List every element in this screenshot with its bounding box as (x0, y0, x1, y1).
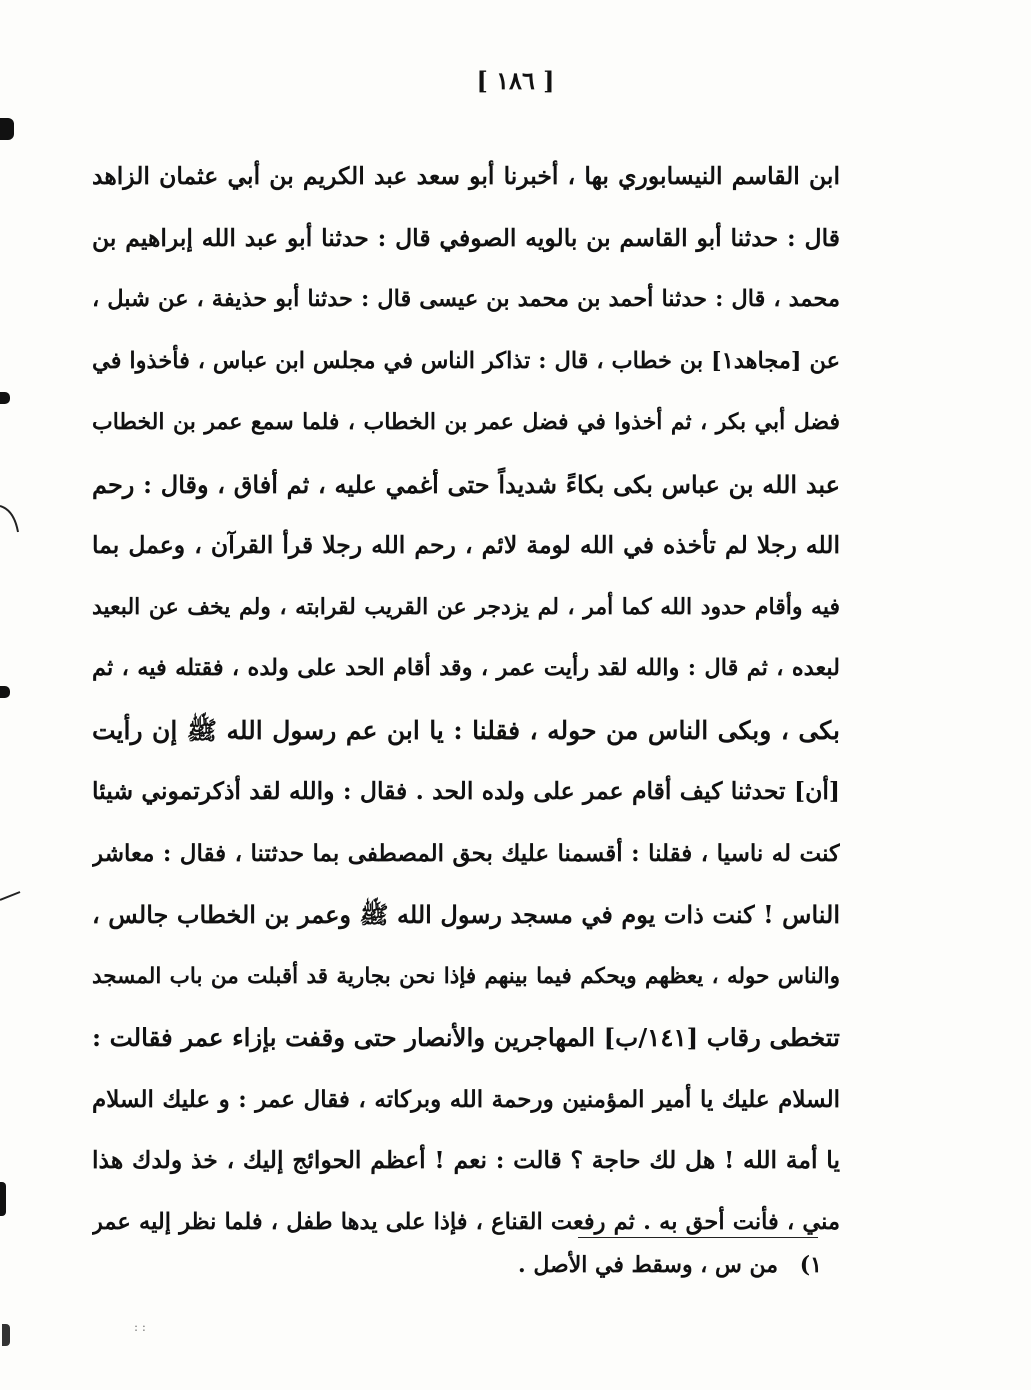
footnote (500, 1252, 822, 1278)
text-line: كنت له ناسيا ، فقلنا : أقسمنا عليك بحق المصطفى بما حدثتنا ، فقال : معاشر (92, 839, 840, 867)
text-line: لبعده ، ثم قال : والله لقد رأيت عمر ، وقد أقام الحد على ولده ، فقتله فيه ، ثم (92, 655, 840, 681)
text-line: الله رجلا لم تأخذه في الله لومة لائم ، رحم الله رجلا قرأ القرآن ، وعمل بما (92, 531, 840, 559)
text-line: والناس حوله ، يعظهم ويحكم فيما بينهم فإذا نحن بجارية قد أقبلت من باب المسجد (92, 963, 840, 989)
text-line: بكى ، وبكى الناس من حوله ، فقلنا : يا ابن عم رسول الله ﷺ إن رأيت (92, 715, 840, 745)
footnote-marker: ١) (799, 1252, 822, 1278)
text-line: فضل أبي بكر ، ثم أخذوا في فضل عمر بن الخطاب ، فلما سمع عمر بن الخطاب (92, 409, 840, 435)
page-number: [ ١٨٦ ] (476, 66, 555, 95)
text-line: الناس ! كنت ذات يوم في مسجد رسول الله ﷺ وعمر بن الخطاب جالس ، (92, 900, 840, 929)
text-line: قال : حدثنا أبو القاسم بن بالويه الصوفي قال : حدثنا أبو عبد الله إبراهيم بن (92, 223, 840, 252)
text-line: [أن] تحدثنا كيف أقام عمر على ولده الحد . فقال : والله لقد أذكرتموني شيئا (92, 777, 840, 805)
text-line: ابن القاسم النيسابوري بها ، أخبرنا أبو سعد عبد الكريم بن أبي عثمان الزاهد (92, 162, 840, 190)
body-text (92, 146, 840, 1253)
text-line: محمد ، قال : حدثنا أحمد بن محمد بن عيسى قال : حدثنا أبو حذيفة ، عن شبل ، (92, 286, 840, 312)
scan-speck: : : (134, 1320, 146, 1334)
text-line: عن [مجاهد١] بن خطاب ، قال : تذاكر الناس في مجلس ابن عباس ، فأخذوا في (92, 347, 840, 374)
scan-artifact (0, 886, 24, 916)
text-line: فيه وأقام حدود الله كما أمر ، لم يزدجر عن القريب لقرابته ، ولم يخف عن البعيد (92, 593, 840, 620)
footnote-divider (578, 1237, 818, 1238)
text-line: مني ، فأنت أحق به . ثم رفعت القناع ، فإذا على يدها طفل ، فلما نظر إليه عمر (92, 1208, 840, 1235)
footnote-text: من س ، وسقط في الأصل . (518, 1252, 779, 1278)
scan-artifact (0, 1182, 6, 1216)
scan-artifact (2, 1324, 10, 1346)
text-line: عبد الله بن عباس بكى بكاءً شديداً حتى أغمي عليه ، ثم أفاق ، وقال : رحم (92, 469, 840, 499)
text-line: يا أمة الله ! هل لك حاجة ؟ قالت : نعم ! أعظم الحوائج إليك ، خذ ولدك هذا (92, 1146, 840, 1174)
text-line: تتخطى رقاب [١٤١/ب] المهاجرين والأنصار حتى وقفت بإزاء عمر فقالت : (92, 1023, 840, 1052)
scan-artifact (0, 118, 14, 140)
text-line: السلام عليك يا أمير المؤمنين ورحمة الله وبركاته ، فقال عمر : و عليك السلام (92, 1085, 840, 1113)
scan-artifact (0, 686, 10, 698)
scan-artifact (0, 392, 10, 404)
scan-artifact (0, 500, 24, 540)
